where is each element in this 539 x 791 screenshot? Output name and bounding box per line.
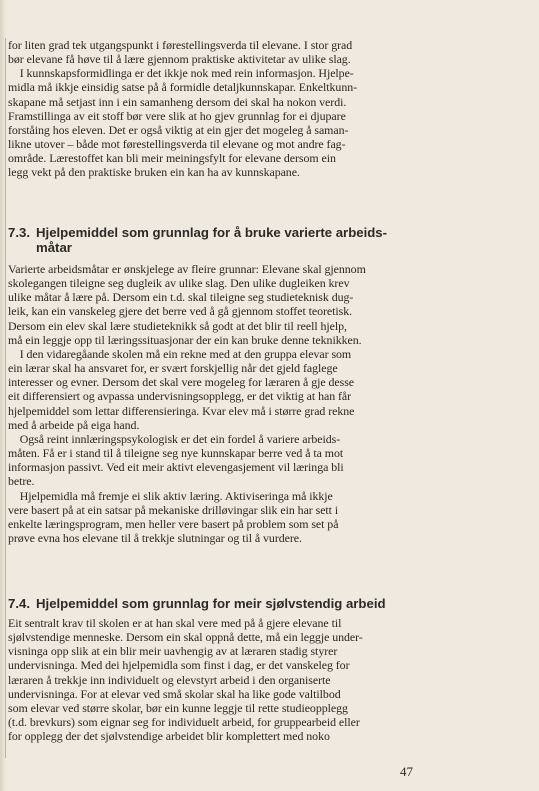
text-line: visninga opp slik at ein blir meir uavhengig av at læraren stadig styrer (8, 644, 338, 659)
text-line: må ein leggje opp til læringssituasjonar der ein kan bruke denne teknikken. (8, 332, 362, 347)
text-line: Framstillinga av eit stoff bør vere slik at ho gjev grunnlag for ei djupare (8, 108, 346, 123)
text-line: eit differensiert og avpassa undervisningsopplegg, er det viktig at han får (8, 389, 352, 404)
section-number: 7.3. (8, 225, 30, 240)
text-line: område. Lærestoffet kan bli meir meiningsfylt for elevane dersom ein (8, 151, 336, 166)
text-line: bør elevane få høve til å lære gjennom praktiske aktivitetar av ulike slag. (8, 52, 351, 67)
text-line: leik, kan ein vanskeleg gjere det berre ved å gå gjennom stoffet teoretisk. (8, 304, 353, 319)
text-line: I den vidaregåande skolen må ein rekne med at den gruppa elevar som (8, 346, 352, 361)
text-line: som elevar ved større skolar, bør ein kunne leggje til rette studieopplegg (8, 700, 348, 715)
text-line: interesser og evner. Dersom det skal vere mogeleg for læraren å gje desse (8, 375, 355, 390)
page-number: 47 (400, 764, 413, 779)
text-line: forståing hos eleven. Det er også viktig at ein gjer det mogeleg å saman- (8, 122, 349, 137)
text-line: skolegangen tileigne seg dugleik av ulike slag. Den ulike dugleiken krev (8, 276, 350, 291)
text-line: (t.d. brevkurs) som eignar seg for individuelt arbeid, for gruppearbeid eller (8, 715, 360, 730)
text-line: prøve evna hos elevane til å trekkje slutningar og til å vurdere. (8, 530, 302, 545)
section-7-4-body (8, 616, 394, 743)
text-line: hjelpemiddel som lettar differensieringa. Kvar elev må i større grad rekne (8, 403, 355, 418)
text-line: enkelte læringsprogram, men heller vere basert på problem som set på (8, 516, 339, 531)
text-line: legg vekt på den praktiske bruken ein kan ha av kunnskapane. (8, 165, 300, 180)
text-line: betre. (8, 474, 35, 489)
text-line: for opplegg der det sjølvstendige arbeidet blir komplettert med noko (8, 729, 330, 744)
section-heading-7-3 (8, 225, 408, 255)
text-line: I kunnskapsformidlinga er det ikkje nok med rein informasjon. Hjelpe- (8, 66, 354, 81)
text-line: Hjelpemidla må fremje ei slik aktiv læring. Aktiviseringa må ikkje (8, 488, 333, 503)
section-title-line2: måtar (36, 240, 72, 255)
text-line: skapane må setjast inn i ein samanheng dersom dei skal ha nokon verdi. (8, 94, 347, 109)
text-line: Også reint innlæringspsykologisk er det ein fordel å variere arbeids- (8, 431, 341, 446)
text-line: sjølvstendige menneske. Dersom ein skal oppnå dette, må ein leggje under- (8, 630, 363, 645)
text-line: informasjon passivt. Ved eit meir aktivt elevengasjement vil læringa bli (8, 460, 344, 475)
text-line: læraren å trekkje inn individuelt og elevstyrt arbeid i den organiserte (8, 672, 331, 687)
text-line: Eit sentralt krav til skolen er at han skal vere med på å gjere elevane til (8, 616, 342, 630)
text-line: midla må ikkje einsidig satse på å formidle detaljkunnskapar. Enkeltkunn- (8, 80, 358, 95)
section-7-3-body (8, 262, 394, 545)
text-line: måten. Få er i stand til å tileigne seg nye kunnskapar berre ved å ta mot (8, 446, 344, 461)
intro-text-block (8, 38, 394, 180)
text-line: for liten grad tek utgangspunkt i førestellingsverda til elevane. I stor grad (8, 38, 353, 52)
text-line: likne utover – både mot førestellingsverda til elevane og mot andre fag- (8, 137, 346, 152)
section-title-line1: Hjelpemiddel som grunnlag for å bruke varierte arbeids- (36, 225, 388, 240)
text-line: vere basert på at ein satsar på mekaniske drilløvingar slik ein har sett i (8, 502, 339, 517)
text-line: ein lærar skal ha ansvaret for, er svært forskjellig når det gjeld faglege (8, 361, 338, 376)
text-line: Dersom ein elev skal lære studieteknikk så godt at det blir til reell hjelp, (8, 318, 347, 333)
gutter-line (5, 38, 6, 758)
text-line: med å arbeide på eiga hand. (8, 417, 140, 432)
text-line: ulike måtar å lære på. Dersom ein t.d. skal tileigne seg studieteknisk dug- (8, 290, 354, 305)
section-heading-7-4 (8, 596, 408, 611)
section-number: 7.4. (8, 596, 30, 611)
text-line: undervisninga. Med dei hjelpemidla som finst i dag, er det vanskeleg for (8, 658, 350, 673)
section-title: Hjelpemiddel som grunnlag for meir sjølvstendig arbeid (36, 596, 386, 611)
text-line: Varierte arbeidsmåtar er ønskjelege av fleire grunnar: Elevane skal gjennom (8, 262, 366, 276)
text-line: undervisninga. For at elevar ved små skolar skal ha like gode valtilbod (8, 686, 341, 701)
